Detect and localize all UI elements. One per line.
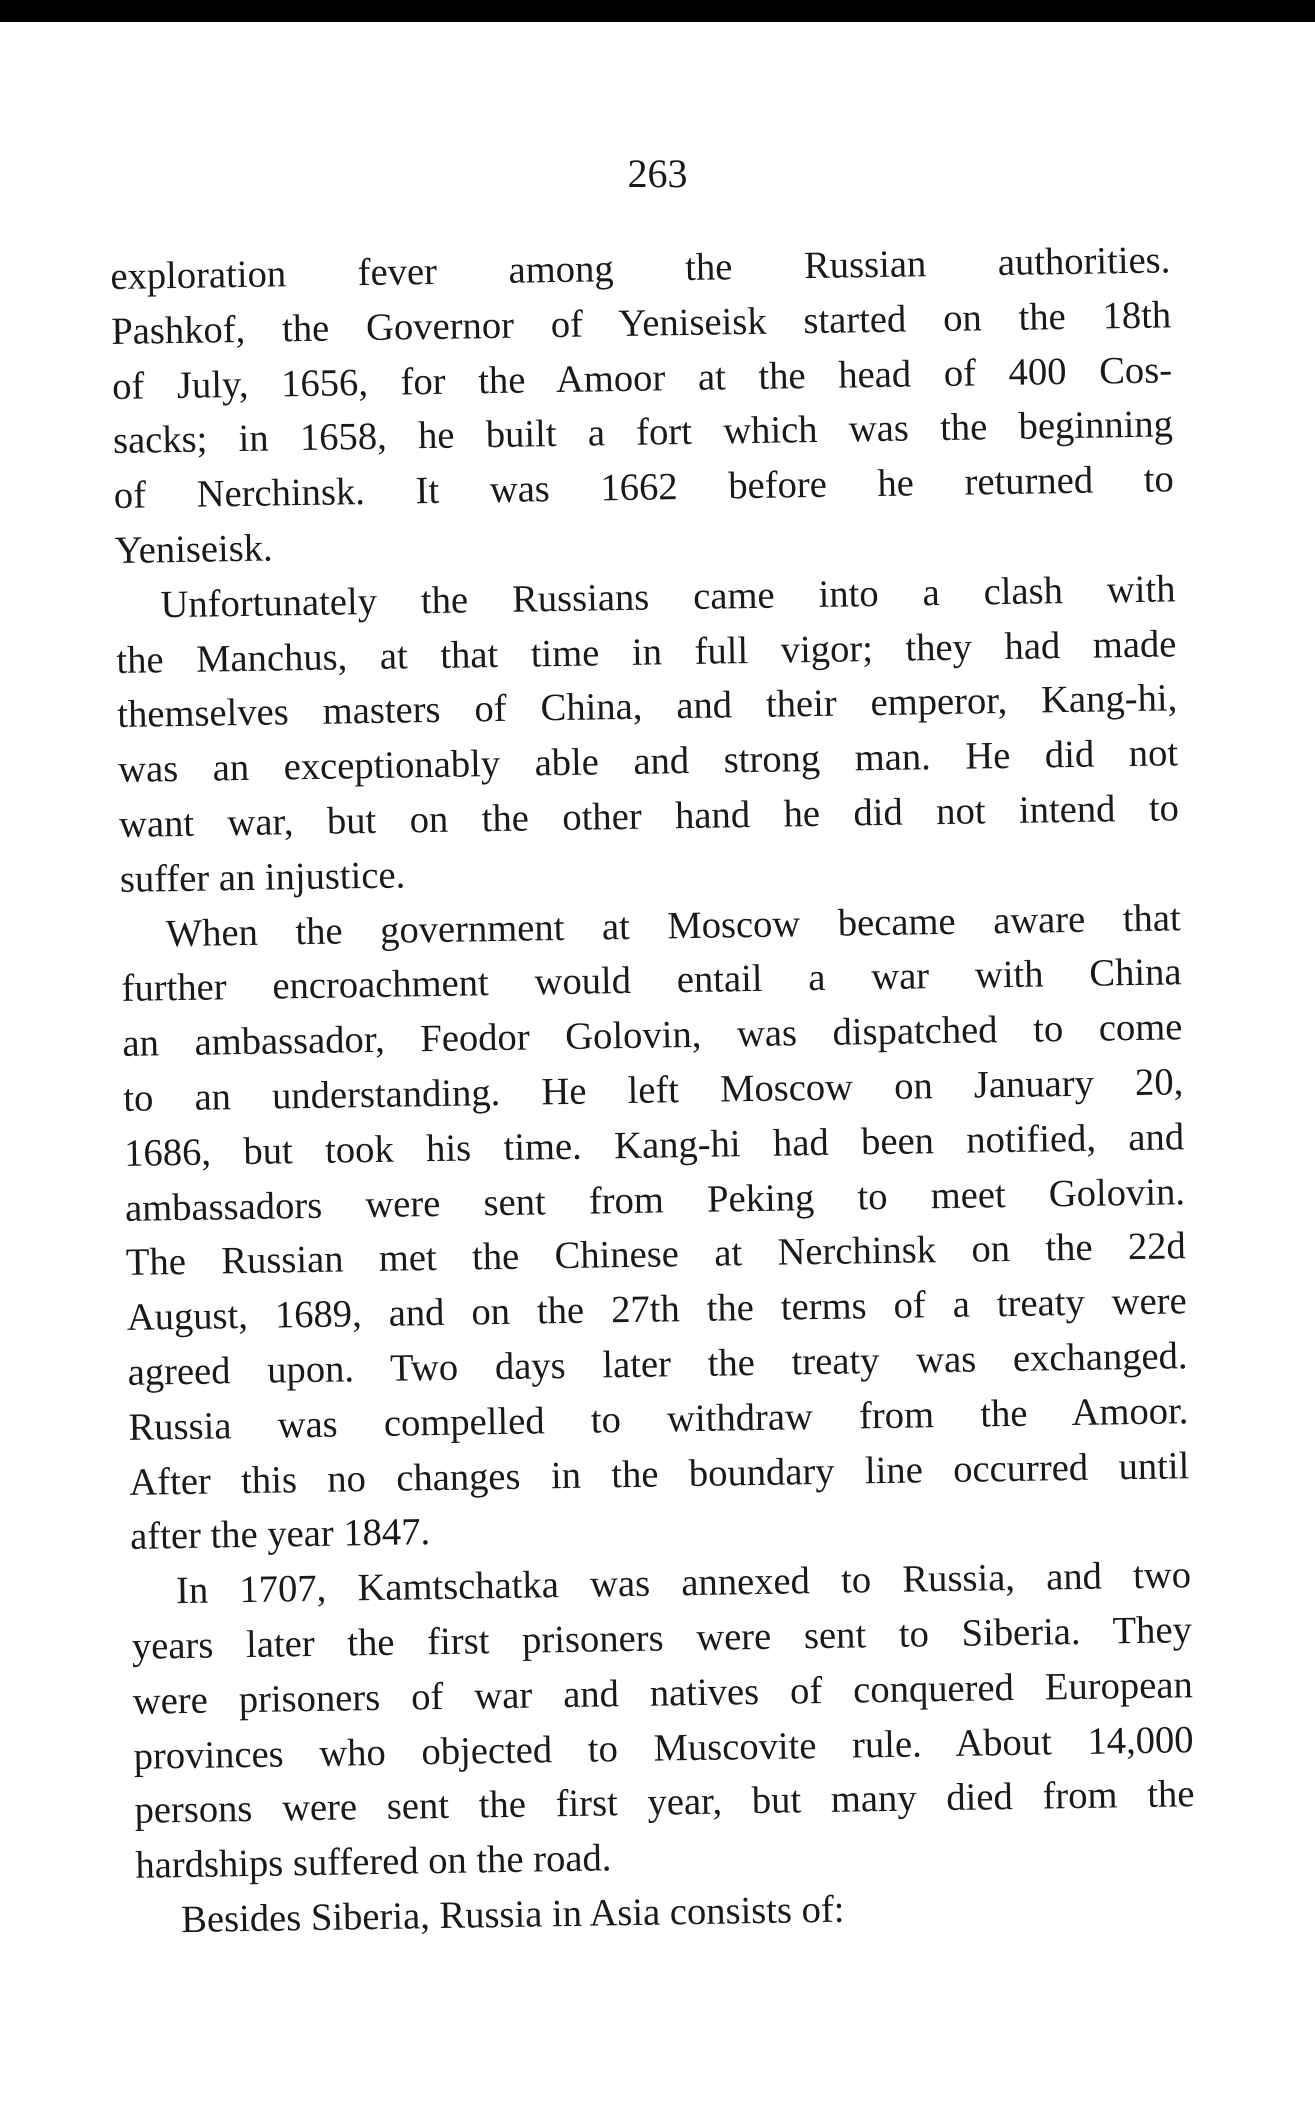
text-line: agreed upon. Two days later the treaty was exchanged. bbox=[127, 1335, 1188, 1394]
text-line: Pashkof, the Governor of Yeniseisk started on the 18th bbox=[110, 294, 1172, 353]
text-line: When the government at Moscow became aware that bbox=[165, 896, 1181, 955]
text-line: the Manchus, at that time in full vigor; they had made bbox=[116, 622, 1177, 682]
text-line: provinces who objected to Muscovite rule. About 14,000 bbox=[133, 1718, 1194, 1778]
text-line: persons were sent the first year, but many died from the bbox=[134, 1773, 1195, 1833]
text-line: want war, but on the other hand he did not intend to bbox=[118, 787, 1180, 846]
paragraph bbox=[120, 891, 1190, 1565]
body-text bbox=[110, 233, 1197, 1948]
text-line: themselves masters of China, and their emperor, Kang-hi, bbox=[116, 677, 1178, 737]
text-line: were prisoners of war and natives of conquered European bbox=[132, 1663, 1194, 1723]
text-line: August, 1689, and on the 27th the terms of a treaty were bbox=[126, 1280, 1187, 1340]
text-line: was an exceptionably able and strong man. He did not bbox=[117, 732, 1179, 792]
text-line: further encroachment would entail a war with China bbox=[121, 951, 1182, 1011]
text-line: of Nerchinsk. It was 1662 before he returned to bbox=[113, 458, 1175, 518]
text-line: Besides Siberia, Russia in Asia consists of: bbox=[180, 1888, 845, 1941]
text-line: ambassadors were sent from Peking to meet Golovin. bbox=[124, 1170, 1186, 1230]
text-line: to an understanding. He left Moscow on January 20, bbox=[123, 1061, 1184, 1120]
paragraph bbox=[110, 233, 1175, 578]
text-line: sacks; in 1658, he built a fort which was the beginning bbox=[112, 403, 1174, 463]
paragraph bbox=[115, 562, 1180, 907]
scan-border bbox=[0, 0, 1315, 22]
text-line: After this no changes in the boundary line occurred until bbox=[129, 1444, 1190, 1504]
text-line: after the year 1847. bbox=[129, 1511, 431, 1559]
text-line: Russia was compelled to withdraw from the Amoor. bbox=[128, 1389, 1189, 1449]
text-line: Yeniseisk. bbox=[114, 527, 273, 572]
text-line: years later the first prisoners were sent to Siberia. They bbox=[131, 1609, 1193, 1668]
text-line: In 1707, Kamtschatka was annexed to Russia, and two bbox=[175, 1554, 1192, 1613]
text-line: of July, 1656, for the Amoor at the head of 400 Cos- bbox=[111, 348, 1173, 408]
text-line: exploration fever among the Russian authorities. bbox=[110, 239, 1171, 298]
text-line: suffer an injustice. bbox=[119, 854, 406, 901]
page-number: 263 bbox=[627, 151, 688, 196]
paragraph bbox=[131, 1548, 1196, 1893]
text-line: The Russian met the Chinese at Nerchinsk on the 22d bbox=[125, 1225, 1187, 1285]
text-line: Unfortunately the Russians came into a clash with bbox=[160, 568, 1176, 627]
text-line: an ambassador, Feodor Golovin, was dispatched to come bbox=[122, 1006, 1183, 1066]
text-line: hardships suffered on the road. bbox=[135, 1837, 612, 1887]
text-line: 1686, but took his time. Kang-hi had been notified, and bbox=[123, 1115, 1185, 1175]
